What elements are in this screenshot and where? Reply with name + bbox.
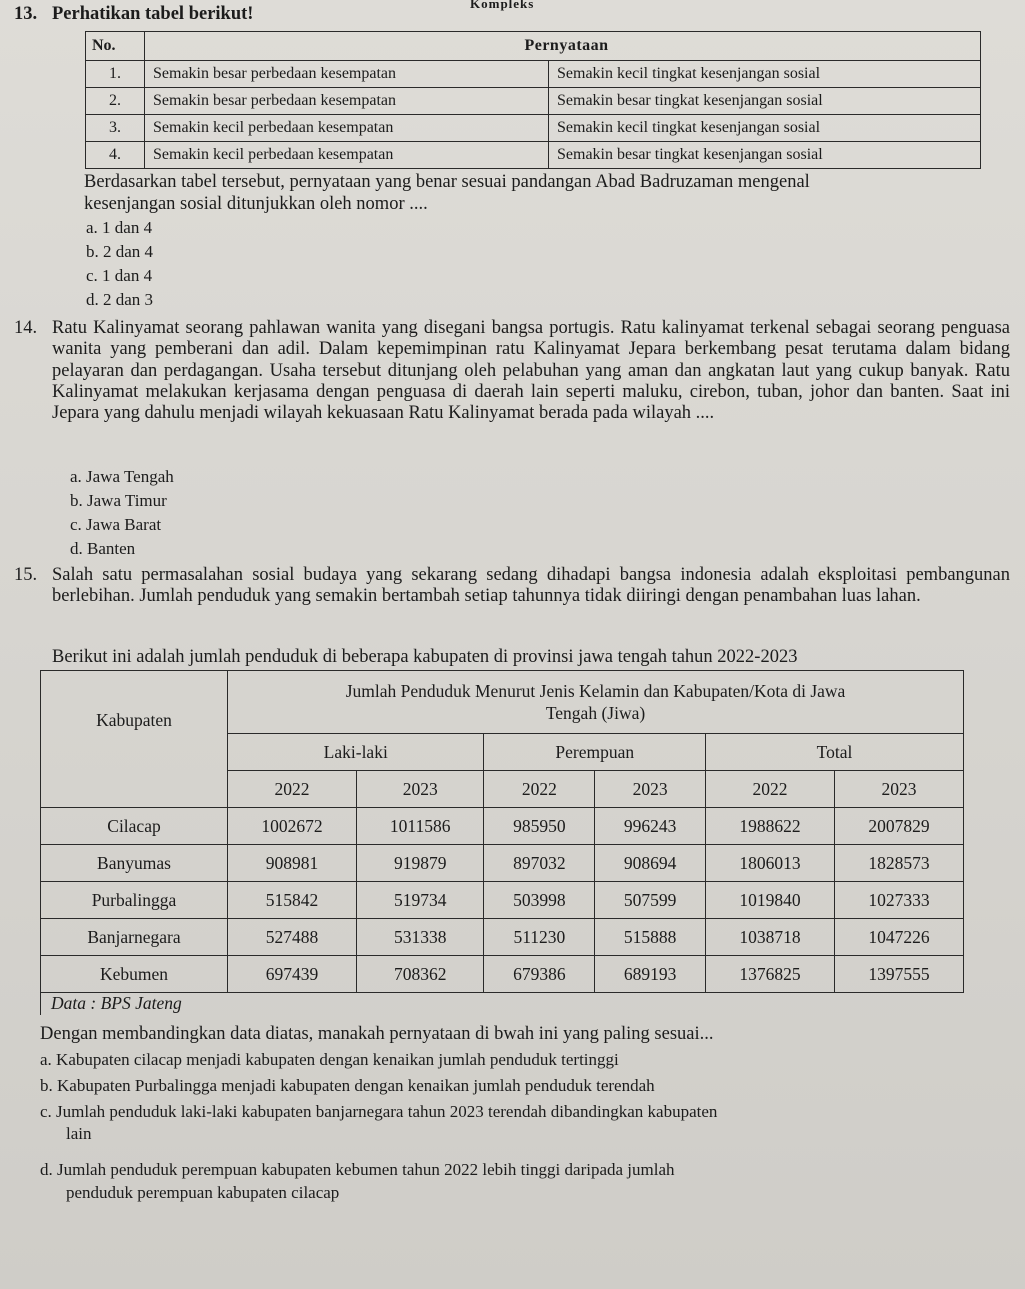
population-table-intro: Berikut ini adalah jumlah penduduk di beberapa kabupaten di provinsi jawa tengah tahun 2022-2023 (52, 647, 798, 667)
total-2022: 1806013 (706, 845, 835, 882)
male-2023: 1011586 (356, 808, 484, 845)
table-row (86, 142, 981, 169)
year-header: 2023 (356, 771, 484, 808)
male-2023: 519734 (356, 882, 484, 919)
row-number: 1. (86, 61, 145, 88)
table-group-header (228, 671, 964, 734)
question-15-option-d-continued: penduduk perempuan kabupaten cilacap (66, 1183, 340, 1202)
male-2022: 697439 (228, 956, 357, 993)
question-13-text-line2: kesenjangan sosial ditunjukkan oleh nomor .... (84, 194, 428, 214)
question-14-option-d[interactable]: d. Banten (70, 539, 136, 558)
question-15-option-c-continued: lain (66, 1124, 92, 1143)
year-header: 2022 (484, 771, 595, 808)
total-2022: 1988622 (706, 808, 835, 845)
option-letter: d. (40, 1160, 53, 1179)
female-2023: 908694 (595, 845, 706, 882)
question-15-option-a[interactable] (40, 1050, 619, 1070)
statement-cause: Semakin kecil perbedaan kesempatan (145, 115, 549, 142)
total-2023: 1027333 (834, 882, 963, 919)
kabupaten-name: Purbalingga (41, 882, 228, 919)
question-14-number: 14. (14, 318, 38, 338)
question-13-option-d[interactable]: d. 2 dan 3 (86, 290, 154, 309)
table-row (86, 115, 981, 142)
female-2022: 679386 (484, 956, 595, 993)
total-2023: 1397555 (834, 956, 963, 993)
statement-effect: Semakin kecil tingkat kesenjangan sosial (549, 61, 981, 88)
question-13-option-a[interactable]: a. 1 dan 4 (86, 218, 153, 237)
table-row (41, 919, 964, 956)
question-14-text: Ratu Kalinyamat seorang pahlawan wanita yang disegani bangsa portugis. Ratu kalinyamat terkenal sebagai seorang penguasa wanita yang pemberani dan adil. Dalam kepemimpinan ratu Kalinyamat Jepara berkembang pesat terutama dalam bidang pelayaran dan perdagangan. Usaha tersebut ditunjang oleh pelabuhan yang aman dan angkatan laut yang cukup banyak. Ratu Kalinyamat melakukan kerjasama dengan penguasa di daerah lain seperti maluku, cirebon, tuban, johor dan banten. Saat ini Jepara yang dahulu menjadi wilayah kekuasaan Ratu Kalinyamat berada pada wilayah .... (52, 318, 1010, 424)
question-13-number: 13. (14, 4, 38, 24)
table-header-kabupaten: Kabupaten (41, 671, 228, 808)
statement-cause: Semakin besar perbedaan kesempatan (145, 61, 549, 88)
question-14-option-b[interactable]: b. Jawa Timur (70, 491, 167, 510)
question-15-text: Salah satu permasalahan sosial budaya yang sekarang sedang dihadapi bangsa indonesia adalah eksploitasi pembangunan berlebihan. Jumlah penduduk yang semakin bertambah setiap tahunnya tidak diiringi dengan penambahan luas lahan. (52, 565, 1010, 607)
question-13-option-b[interactable]: b. 2 dan 4 (86, 242, 154, 261)
male-2022: 1002672 (228, 808, 357, 845)
statement-cause: Semakin besar perbedaan kesempatan (145, 88, 549, 115)
statement-effect: Semakin kecil tingkat kesenjangan sosial (549, 115, 981, 142)
year-header: 2023 (834, 771, 963, 808)
option-text: Jumlah penduduk perempuan kabupaten kebumen tahun 2022 lebih tinggi daripada jumlah (57, 1160, 675, 1179)
total-2022: 1019840 (706, 882, 835, 919)
female-2022: 985950 (484, 808, 595, 845)
female-2023: 689193 (595, 956, 706, 993)
male-2022: 527488 (228, 919, 357, 956)
total-2023: 1828573 (834, 845, 963, 882)
statement-effect: Semakin besar tingkat kesenjangan sosial (549, 88, 981, 115)
table-row (86, 61, 981, 88)
table-row (41, 808, 964, 845)
option-letter: a. (40, 1050, 52, 1069)
question-13-option-c[interactable]: c. 1 dan 4 (86, 266, 153, 285)
kabupaten-name: Banyumas (41, 845, 228, 882)
option-text: Jumlah penduduk laki-laki kabupaten banjarnegara tahun 2023 terendah dibandingkan kabupaten (56, 1102, 718, 1121)
total-2023: 1047226 (834, 919, 963, 956)
male-2022: 515842 (228, 882, 357, 919)
table-header-male: Laki-laki (228, 734, 484, 771)
female-2023: 507599 (595, 882, 706, 919)
table-header-statement: Pernyataan (145, 32, 981, 61)
kabupaten-name: Kebumen (41, 956, 228, 993)
female-2022: 503998 (484, 882, 595, 919)
year-header: 2023 (595, 771, 706, 808)
table-header-total: Total (706, 734, 964, 771)
header-fragment: Kompleks (470, 0, 535, 11)
option-letter: b. (40, 1076, 53, 1095)
table-row (41, 845, 964, 882)
question-15-option-c[interactable] (40, 1102, 717, 1122)
question-15-number: 15. (14, 565, 38, 585)
option-letter: c. (40, 1102, 52, 1121)
table-row (41, 882, 964, 919)
male-2022: 908981 (228, 845, 357, 882)
group-header-line2: Tengah (Jiwa) (545, 703, 646, 723)
question-15-text: Dengan membandingkan data diatas, manakah pernyataan di bwah ini yang paling sesuai... (40, 1024, 714, 1044)
female-2023: 515888 (595, 919, 706, 956)
population-table (40, 670, 964, 1015)
statement-effect: Semakin besar tingkat kesenjangan sosial (549, 142, 981, 169)
question-13-text-line1: Berdasarkan tabel tersebut, pernyataan yang benar sesuai pandangan Abad Badruzaman mengenal (84, 172, 810, 192)
table-row (86, 88, 981, 115)
table-row (41, 956, 964, 993)
row-number: 2. (86, 88, 145, 115)
option-text: Kabupaten cilacap menjadi kabupaten dengan kenaikan jumlah penduduk tertinggi (56, 1050, 619, 1069)
table-header-no: No. (86, 32, 145, 61)
total-2022: 1376825 (706, 956, 835, 993)
year-header: 2022 (228, 771, 357, 808)
table-header-female: Perempuan (484, 734, 706, 771)
year-header: 2022 (706, 771, 835, 808)
question-15-option-d[interactable] (40, 1160, 675, 1180)
total-2023: 2007829 (834, 808, 963, 845)
female-2023: 996243 (595, 808, 706, 845)
question-13-intro: Perhatikan tabel berikut! (52, 4, 254, 24)
total-2022: 1038718 (706, 919, 835, 956)
row-number: 3. (86, 115, 145, 142)
kabupaten-name: Cilacap (41, 808, 228, 845)
kabupaten-name: Banjarnegara (41, 919, 228, 956)
female-2022: 511230 (484, 919, 595, 956)
male-2023: 708362 (356, 956, 484, 993)
question-14-option-a[interactable]: a. Jawa Tengah (70, 467, 174, 486)
statement-cause: Semakin kecil perbedaan kesempatan (145, 142, 549, 169)
female-2022: 897032 (484, 845, 595, 882)
male-2023: 919879 (356, 845, 484, 882)
option-text: Kabupaten Purbalingga menjadi kabupaten dengan kenaikan jumlah penduduk terendah (57, 1076, 655, 1095)
male-2023: 531338 (356, 919, 484, 956)
question-14-option-c[interactable]: c. Jawa Barat (70, 515, 162, 534)
statement-table (85, 31, 981, 169)
question-15-option-b[interactable] (40, 1076, 655, 1096)
row-number: 4. (86, 142, 145, 169)
group-header-line1: Jumlah Penduduk Menurut Jenis Kelamin dan Kabupaten/Kota di Jawa (345, 681, 846, 701)
data-source: Data : BPS Jateng (41, 993, 964, 1015)
